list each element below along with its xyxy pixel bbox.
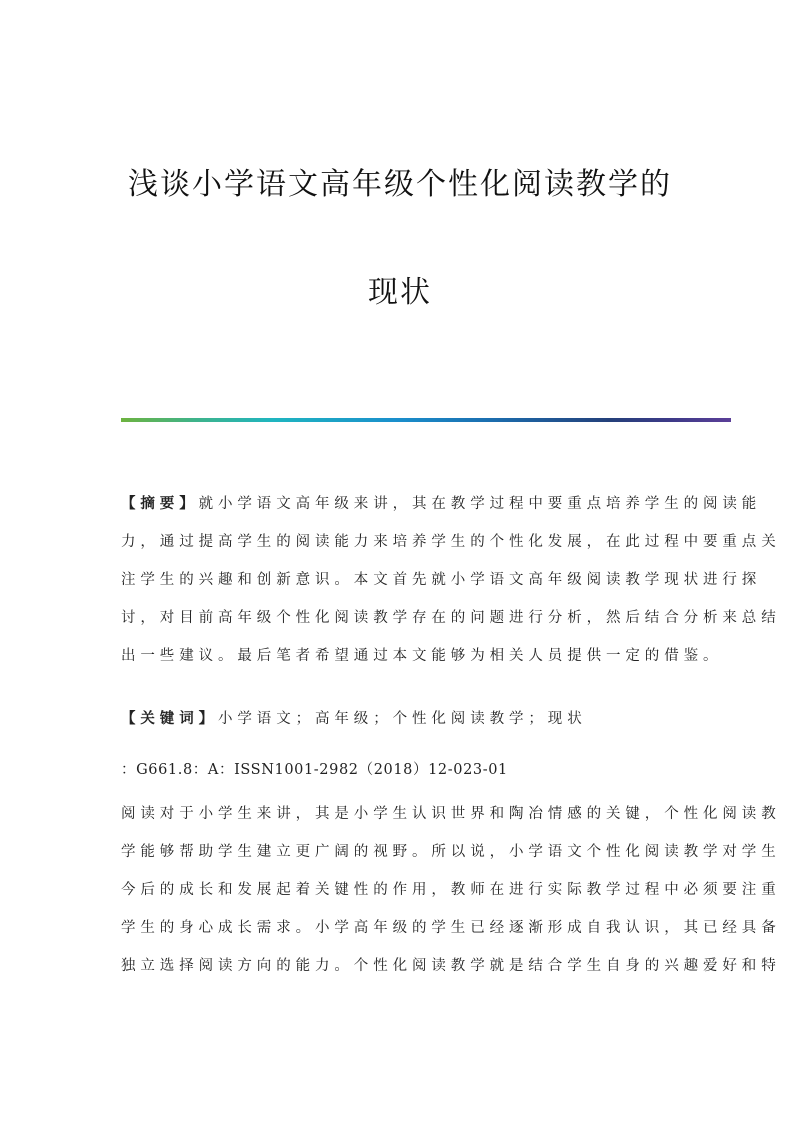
abstract-label: 【摘要】 xyxy=(121,496,199,512)
body-line-1: 阅读对于小学生来讲，其是小学生认识世界和陶冶情感的关键，个性化阅读教 xyxy=(121,806,781,822)
abstract-line-3: 注学生的兴趣和创新意识。本文首先就小学语文高年级阅读教学现状进行探 xyxy=(121,572,762,588)
keywords-line xyxy=(121,709,587,729)
classification-line: ：G661.8：A：ISSN1001-2982（2018）12-023-01 xyxy=(121,762,508,778)
abstract-line-4: 讨，对目前高年级个性化阅读教学存在的问题进行分析，然后结合分析来总结 xyxy=(121,610,781,626)
keywords-text: 小学语文；高年级；个性化阅读教学；现状 xyxy=(218,711,587,727)
abstract-text: 就小学语文高年级来讲，其在教学过程中要重点培养学生的阅读能 xyxy=(198,496,762,512)
body-line-5: 独立选择阅读方向的能力。个性化阅读教学就是结合学生自身的兴趣爱好和特 xyxy=(121,958,781,974)
keywords-label: 【关键词】 xyxy=(121,711,218,727)
document-title-line-2: 现状 xyxy=(368,275,432,310)
abstract-line-2: 力，通过提高学生的阅读能力来培养学生的个性化发展，在此过程中要重点关 xyxy=(121,534,781,550)
gradient-divider xyxy=(121,418,731,422)
body-line-2: 学能够帮助学生建立更广阔的视野。所以说，小学语文个性化阅读教学对学生 xyxy=(121,844,781,860)
document-title-line-1: 浅谈小学语文高年级个性化阅读教学的 xyxy=(128,167,672,202)
body-line-3: 今后的成长和发展起着关键性的作用，教师在进行实际教学过程中必须要注重 xyxy=(121,882,781,898)
abstract-line-1 xyxy=(121,494,761,514)
abstract-line-5: 出一些建议。最后笔者希望通过本文能够为相关人员提供一定的借鉴。 xyxy=(121,648,723,664)
body-line-4: 学生的身心成长需求。小学高年级的学生已经逐渐形成自我认识，其已经具备 xyxy=(121,920,781,936)
